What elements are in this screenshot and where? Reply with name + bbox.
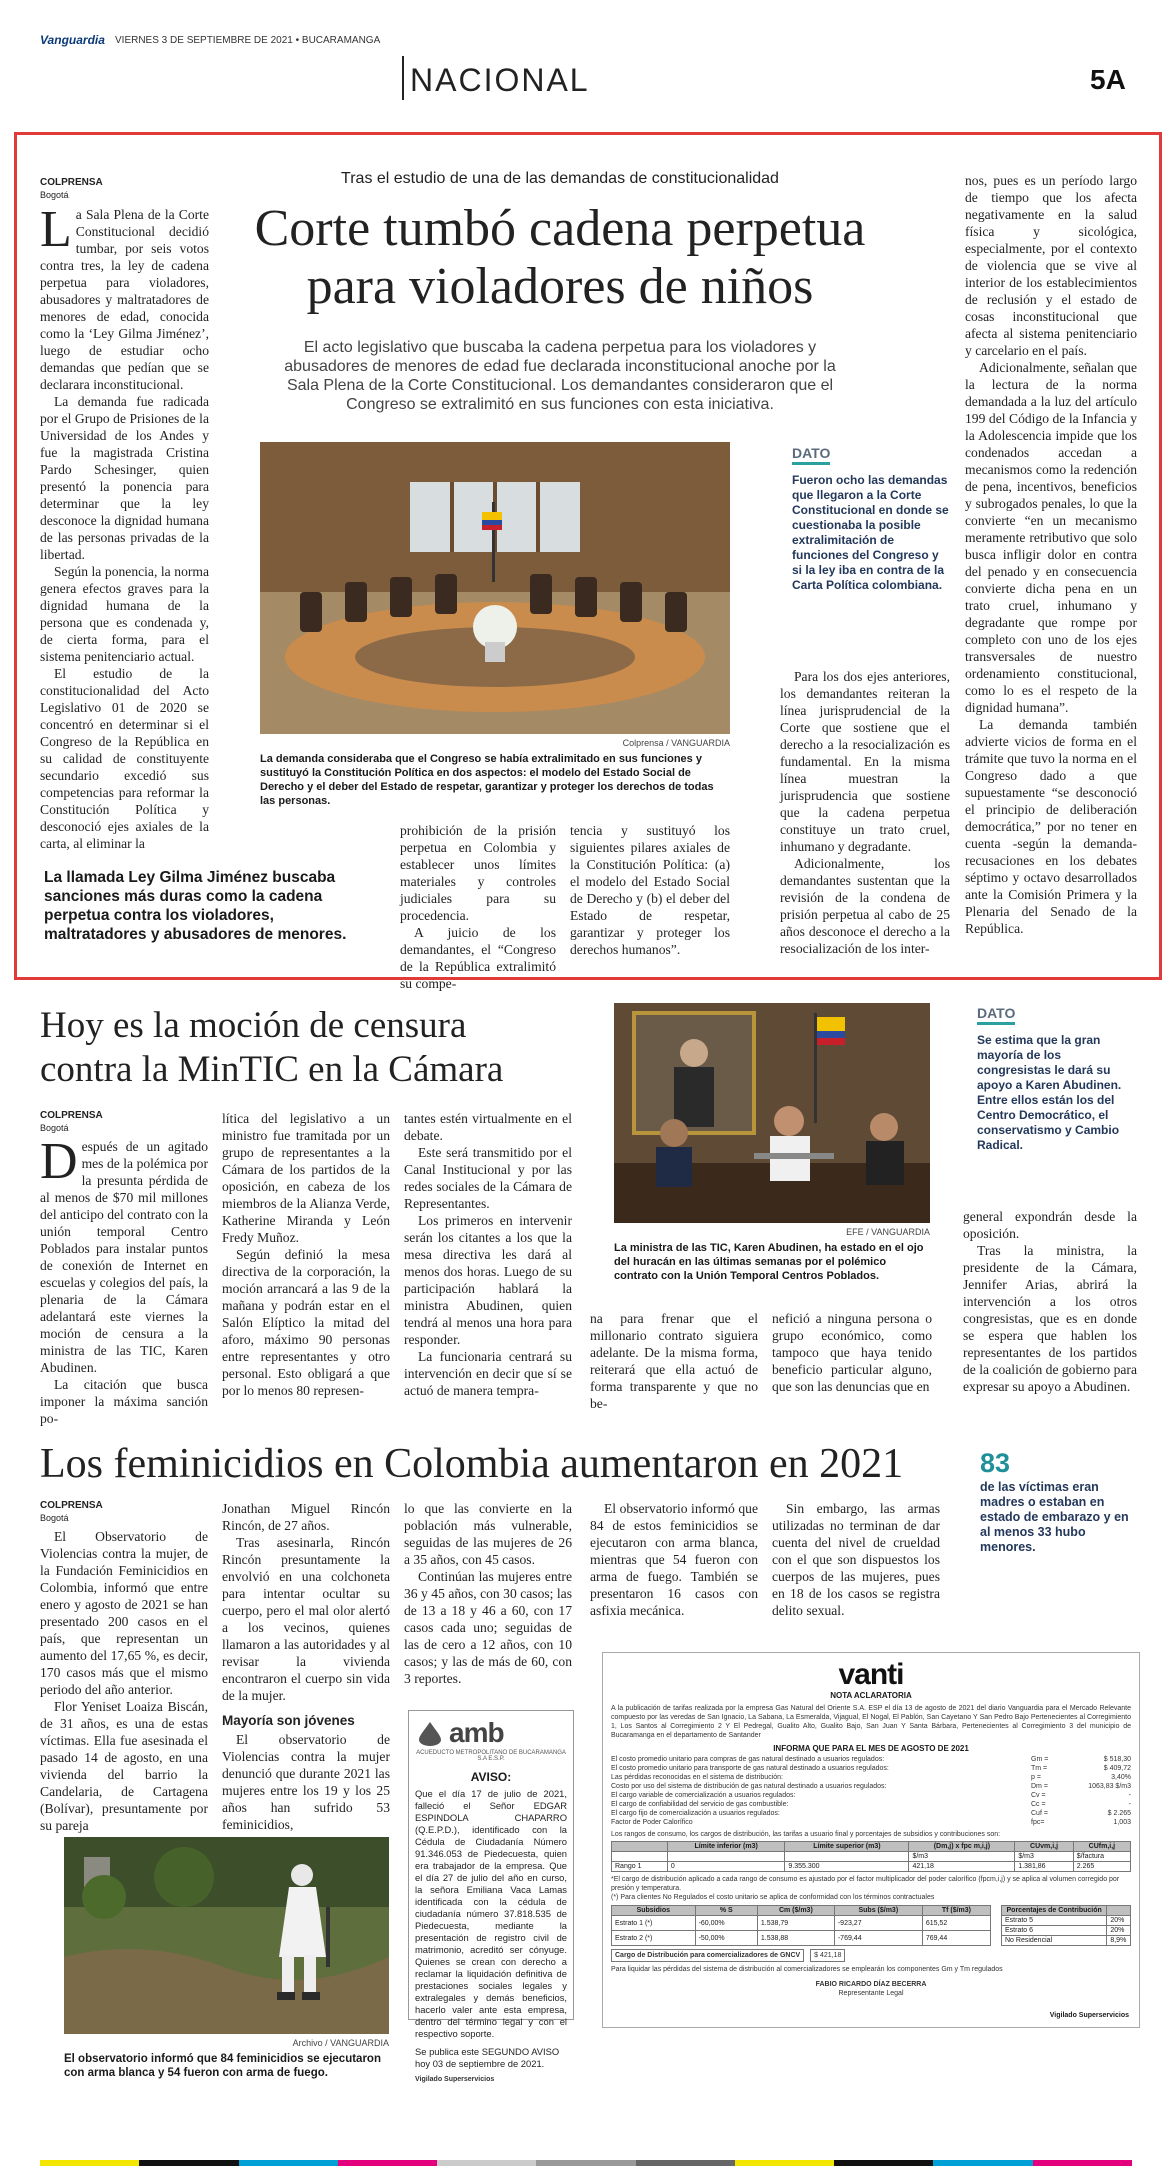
- forensic-illustration: [64, 1837, 389, 2034]
- table-cell: % S: [695, 1906, 757, 1916]
- table-cell: (Dm,j) x fpc m,i,j): [909, 1842, 1015, 1852]
- story3-column-2: Jonathan Miguel Rincón Rincón, de 27 años. Tras asesinarla, Rincón Rincón presuntamente la envolvió en una colchoneta para intentar ocultar su cuerpo, pero el mal olor alertó a los vecinos, quienes llamaron a las autoridades y al revisar la vivienda encontraron el cuerpo sin vida de la mujer. Mayoría son jóvenes El observatorio de Violencias contra la mujer denunció que durante 2021 las mujeres entre los 19 y los 25 años han sufrido 53 feminicidios,: [222, 1501, 390, 1832]
- masthead-logo: Vanguardia: [40, 33, 105, 47]
- vanti-signer-role: Representante Legal: [838, 1990, 904, 1997]
- vanti-item-key: Dm =: [1031, 1783, 1048, 1790]
- story1-photo-caption: La demanda consideraba que el Congreso se había extralimitado en sus funciones y sustituyó la Constitución Política en dos aspectos: el modelo del Estado Social de Derecho y el deber del Estado de respetar, garantizar y proteger los derechos de todas las personas.: [260, 753, 714, 807]
- story1-photo-credit: Colprensa / VANGUARDIA: [622, 738, 730, 748]
- vanti-item-label: El costo promedio unitario para compras de gas natural destinado a usuarios regulados:: [611, 1756, 885, 1763]
- vanti-note-2: (*) Para clientes No Regulados el costo unitario se aplica de conformidad con los términos contractuales: [611, 1894, 935, 1901]
- vanti-item-label: El cargo variable de comercialización a usuarios regulados:: [611, 1792, 796, 1799]
- table-cell: Porcentajes de Contribución: [1002, 1906, 1107, 1916]
- amb-droplet-icon: [415, 1720, 445, 1746]
- story3-column-3: lo que las convierte en la población más vulnerable, seguidas de las mujeres de 26 a 35 años, con 45 casos. Continúan las mujeres entre 36 y 45 años, con 30 casos; las de 13 a 18 y 46 a 60, con 17 casos cada uno; seguidas de las de cero a 12 años, con 10 casos; y las de más de 60, con 3 reportes.: [404, 1501, 572, 1686]
- story2-column-5: nefició a ninguna persona o grupo económico, como tampoco que haya tenido beneficio particular alguno, que son las denuncias que en: [772, 1311, 932, 1394]
- vanti-item-value: 1063,83 $/m3: [1088, 1783, 1131, 1790]
- table-cell: -769,44: [834, 1931, 922, 1946]
- vanti-contribution-table: [1001, 1905, 1131, 1946]
- vanti-ranges-note: Los rangos de consumo, los cargos de distribución, las tarifas a usuario final y porcentajes de subsidios y contribuciones son:: [611, 1831, 1001, 1838]
- dato-text: Fueron ocho las demandas que llegaron a la Corte Constitucional en donde se cuestionaba la posible extralimitación de funciones del Congreso y si la ley iba en contra de la Carta Política colombiana.: [792, 473, 949, 592]
- story3-stat-number: 83: [980, 1448, 1011, 1478]
- mintic-illustration: [614, 1003, 930, 1223]
- story3-photo-caption: El observatorio informó que 84 feminicidios se ejecutaron con arma blanca y 54 fueron con arma de fuego.: [64, 2053, 381, 2079]
- vanti-item-row: [611, 1782, 1131, 1791]
- amb-seal: Vigilado Superservicios: [415, 2076, 495, 2083]
- vanti-logo: vanti: [838, 1658, 904, 1691]
- vanti-seal: Vigilado Superservicios: [1049, 2012, 1129, 2019]
- vanti-item-value: -: [1128, 1801, 1131, 1808]
- vanti-item-key: Tm =: [1031, 1765, 1048, 1772]
- table-cell: [1107, 1906, 1131, 1916]
- table-cell: -50,00%: [695, 1931, 757, 1946]
- vanti-item-key: Cuf =: [1031, 1810, 1048, 1817]
- story2-photo-caption: La ministra de las TIC, Karen Abudinen, ha estado en el ojo del huracán en las últimas semanas por el polémico contrato con la Unión Temporal Centros Poblados.: [614, 1242, 924, 1282]
- table-cell: 1.538,88: [757, 1931, 834, 1946]
- table-cell: Tf ($/m3): [922, 1906, 990, 1916]
- table-cell: Estrato 6: [1002, 1926, 1107, 1936]
- vanti-item-key: Cv =: [1031, 1792, 1046, 1799]
- amb-logo-text: amb: [449, 1717, 504, 1748]
- vanti-item-value: 1,003: [1113, 1819, 1131, 1826]
- vanti-signer: FABIO RICARDO DÍAZ BECERRA: [815, 1981, 927, 1988]
- table-cell: 20%: [1107, 1916, 1131, 1926]
- story2-column-6: general expondrán desde la oposición. Tras la ministra, la presidente de la Cámara, Jennifer Arias, abrirá la intervención a los otros congresistas, que es en donde se espera que hablen los representantes de los partidos de la coalición de gobierno para expresar su apoyo a Abudinen.: [963, 1209, 1137, 1394]
- vanti-item-value: -: [1128, 1792, 1131, 1799]
- story2-photo-credit: EFE / VANGUARDIA: [846, 1227, 930, 1237]
- table-cell: [612, 1842, 668, 1852]
- vanti-table-title: INFORMA QUE PARA EL MES DE AGOSTO DE 2021: [773, 1744, 969, 1753]
- table-cell: Subs ($/m3): [834, 1906, 922, 1916]
- story3-subhead: Mayoría son jóvenes: [222, 1713, 355, 1728]
- table-cell: 1.381,86: [1015, 1862, 1073, 1872]
- story2-column-2: lítica del legislativo a un ministro fue tramitada por un grupo de representantes a la Cámara de los partidos de la oposición, en cabeza de los miembros de la Alianza Verde, Katherine Miranda y León Fredy Muñoz. Según definió la mesa directiva de la corporación, la moción arrancará a las 9 de la mañana y podrán estar en el Salón Elíptico la mitad del aforo, máximo 90 personas entre representantes y otro personal. Esto obligará a que por lo menos 80 represen-: [222, 1111, 390, 1398]
- story3-byline: COLPRENSA Bogotá: [40, 1500, 103, 1523]
- table-cell: Subsidios: [612, 1906, 696, 1916]
- story3-column-1: El Observatorio de Violencias contra la mujer, de la Fundación Feminicidios en Colombia, informó que entre enero y agosto de 2021 se han presentado 200 casos en el país, que representan un aumento del 17,65 %, es decir, 170 casos más que el mismo periodo del año anterior. Flor Yeniset Loaiza Biscán, de 31 años, es una de estas víctimas. Ella fue asesinada el pasado 14 de agosto, en una vivienda del barrio la Candelaria, de Cartagena (Bolívar), presuntamente por su pareja: [40, 1529, 208, 1833]
- amb-footer: Se publica este SEGUNDO AVISO hoy 03 de septiembre de 2021.: [415, 2046, 560, 2069]
- table-cell: CUvm,i,j: [1015, 1842, 1073, 1852]
- table-cell: [667, 1852, 785, 1862]
- table-cell: Rango 1: [612, 1862, 668, 1872]
- table-cell: Estrato 2 (*): [612, 1931, 696, 1946]
- dropcap: L: [40, 201, 72, 258]
- vanti-item-label: El costo promedio unitario para transporte de gas natural destinado a usuarios regulados:: [611, 1765, 889, 1772]
- story1-pullquote: La llamada Ley Gilma Jiménez buscaba sanciones más duras como la cadena perpetua contra los violadores, maltratadores y abusadores de menores.: [44, 869, 347, 943]
- table-row: [1002, 1936, 1131, 1946]
- story1-kicker: Tras el estudio de una de las demandas de constitucionalidad: [341, 170, 779, 187]
- table-row: [1002, 1916, 1131, 1926]
- vanti-item-value: $ 409,72: [1103, 1765, 1131, 1772]
- table-row: [1002, 1926, 1131, 1936]
- court-room-illustration: [260, 442, 730, 734]
- table-cell: Límite superior (m3): [785, 1842, 909, 1852]
- story3-stat-text: de las víctimas eran madres o estaban en estado de embarazo y en al menos 33 hubo menores.: [980, 1480, 1129, 1554]
- story1-column-5: nos, pues es un período largo de tiempo que los afecta negativamente en la salud física y sicológica, especialmente, por el contexto de violencia que se vive al interior de los establecimientos de reclusión y el estado de cosas inconstitucional que afecta al sistema penitenciario y carcelario en el país. Adicionalmente, señalan que la lectura de la norma demandada a la luz del artículo 199 del Código de la Infancia y la Adolescencia impide que los condenados accedan a mecanismos como la redención de pena, incentivos, beneficios y subrogados penales, lo que la convierte “en un mecanismo meramente retributivo que solo busca infligir dolor en contra del penado y en consecuencia convierte dicha pena en un trato cruel, inhumano y degradante que rompe por completo con uno de los ejes transversales de nuestro ordenamiento constitucional, como lo es el respeto de la dignidad humana”. La demanda también advierte vicios de forma en el trámite que tuvo la norma en el Congreso dado a que supuestamente “se desconoció el principio de deliberación democrática,” por no tener en cuenta -según la demanda- recusaciones en los debates séptimo y octavo desarrollados ante la Comisión Primera y la Plenaria del Senado de la República.: [965, 173, 1137, 936]
- table-cell: 769,44: [922, 1931, 990, 1946]
- story1-dato-box: [792, 443, 952, 593]
- story1-column-2: prohibición de la prisión perpetua en Colombia y establecer unos límites materiales y controles judiciales para su procedencia. A juicio de los demandantes, el “Congreso de la República extralimitó su compe-: [400, 823, 556, 991]
- table-cell: $/factura: [1073, 1852, 1130, 1862]
- story1-column-3: tencia y sustituyó los siguientes pilares axiales de la Constitución Política: (a) el modelo del Estado Social de Derecho y (b) el deber del Estado de respetar, garantizar y proteger los derechos humanos”.: [570, 823, 730, 957]
- vanti-subsidy-area: [611, 1905, 1131, 1946]
- story2-byline: COLPRENSA Bogotá: [40, 1110, 103, 1133]
- vanti-item-label: El cargo fijo de comercialización a usuarios regulados:: [611, 1810, 780, 1817]
- vanti-subtitle: NOTA ACLARATORIA: [830, 1691, 912, 1700]
- vanti-item-label: Las pérdidas reconocidas en el sistema de distribución:: [611, 1774, 783, 1781]
- story1-column-1: L a Sala Plena de la Corte Constitucional decidió tumbar, por seis votos contra tres, la ley de cadena perpetua para violadores, abusadores y maltratadores de menores de edad, conocida como la ‘Ley Gilma Jiménez’, luego de estudiar ocho demandas que pedían que se declarara inconstitucional. La demanda fue radicada por el Grupo de Prisiones de la Universidad de los Andes y fue la magistrada Cristina Pardo Schesinger, quien presentó la ponencia para determinar que la ley desconoce la dignidad humana de las personas privadas de la libertad. Según la ponencia, la norma genera efectos graves para la dignidad humana de la persona que es condenada y, de cierta forma, para el sistema penitenciario actual. El estudio de la constitucionalidad del Acto Legislativo 01 de 2020 se concentró en determinar si el Congreso de la República en su calidad de constituyente secundario excedió sus competencias para reformar la Constitución Política y desconoció ejes axiales de la carta, al eliminar la: [40, 201, 209, 851]
- table-row: [612, 1916, 991, 1931]
- story3-photo-credit: Archivo / VANGUARDIA: [292, 2038, 389, 2048]
- table-cell: Límite inferior (m3): [667, 1842, 785, 1852]
- table-cell: $/m3: [909, 1852, 1015, 1862]
- page-number: 5A: [1090, 64, 1126, 95]
- table-cell: No Residencial: [1002, 1936, 1107, 1946]
- vanti-ad: [602, 1652, 1140, 2028]
- amb-body: Que el día 17 de julio de 2021, falleció el Señor EDGAR ESPINDOLA CHAPARRO (Q.E.P.D.), identificado con la Cédula de Ciudadanía Número 91.346.053 de Piedecuesta, quien era trabajador de la empresa. Que el día 27 de julio del año en curso, la señora Emiliana Vaca Lamas identificada con la cédula de ciudadanía número 37.818.535 de Piedecuesta, mediante la presentación de registro civil de matrimonio, acreditó ser cónyuge. Quienes se crean con derecho a reclamar la liquidación definitiva de prestaciones sociales legales y extralegales y demás beneficios, hacerlo valer ante esta empresa, dentro del término legal y con el respectivo soporte.: [415, 1788, 567, 2039]
- vanti-item-key: p =: [1031, 1774, 1041, 1781]
- amb-logo-sub: ACUEDUCTO METROPOLITANO DE BUCARAMANGA S.A E.S.P.: [416, 1750, 566, 1762]
- section-divider: [402, 56, 404, 100]
- dropcap: D: [40, 1133, 78, 1190]
- table-cell: 8,9%: [1107, 1936, 1131, 1946]
- vanti-item-row: [611, 1791, 1131, 1800]
- story2-dato-box: [977, 1003, 1137, 1153]
- mintic-photo: [614, 1003, 930, 1223]
- table-cell: Estrato 1 (*): [612, 1916, 696, 1931]
- vanti-closing: Para liquidar las pérdidas del sistema de distribución al comercializadores se emplearán los componentes Gm y Tm regulados: [611, 1966, 1003, 1973]
- story3-headline: Los feminicidios en Colombia aumentaron en 2021: [40, 1441, 904, 1487]
- dato-text: Se estima que la gran mayoría de los congresistas le dará su apoyo a Karen Abudinen. Entre ellos están los del Centro Democrático, el conservatismo y Cambio Radical.: [977, 1033, 1122, 1152]
- table-cell: Cm ($/m3): [757, 1906, 834, 1916]
- story1-column-4: Para los dos ejes anteriores, los demandantes reiteran la línea jurisprudencial de la Corte que sostiene que el derecho a la resocialización es fundamental. En la misma línea muestran la jurisprudencia que sostiene que la cadena perpetua constituye un trato cruel, inhumano y degradante. Adicionalmente, los demandantes sustentan que la revisión de la condena de prisión perpetua al cabo de 25 años desconoce el derecho a la resocialización de los inter-: [780, 669, 950, 956]
- vanti-intro: A la publicación de tarifas realizada por la empresa Gas Natural del Oriente S.A. ESP el día 13 de agosto de 2021 del diario Vanguardia para el Mercado Relevante compuesto por las veredas de San Ignacio, La Sabana, La Esmeralda, Vijagual, El Nogal, El Pablón, San Cayetano Y San Pedro Bajo Pertenecientes al Corregimiento 1, Los Santos al Corregimiento 2 Y El Pedregal, Gualito Alto, Gualito Bajo, San Juan Y Santa Bárbara, Pertenecientes al Corregimiento 3 del municipio de Bucaramanga en el departamento de Santander: [611, 1705, 1131, 1739]
- vanti-item-label: Factor de Poder Calorífico: [611, 1819, 693, 1826]
- table-cell: Estrato 5: [1002, 1916, 1107, 1926]
- vanti-item-row: [611, 1755, 1131, 1764]
- vanti-item-row: [611, 1809, 1131, 1818]
- dato-label: DATO: [977, 1005, 1015, 1025]
- vanti-item-value: $ 2.265: [1107, 1810, 1131, 1817]
- story2-column-1: D espués de un agitado mes de la polémica por la presunta pérdida de al menos de $70 mil millones del anticipo del contrato con la unión temporal Centro Poblados para instalar puntos de conexión de Internet en escuelas y colegios del país, la plenaria de la Cámara adelantará este viernes la moción de censura a la ministra de las TIC, Karen Abudinen. La citación que busca imponer la máxima sanción po-: [40, 1133, 208, 1426]
- table-cell: CUfm,i,j: [1073, 1842, 1130, 1852]
- story1-headline: Corte tumbó cadena perpetua para violadores de niños: [254, 200, 866, 315]
- table-cell: 615,52: [922, 1916, 990, 1931]
- story2-headline: Hoy es la moción de censura contra la MinTIC en la Cámara: [40, 1005, 504, 1090]
- forensic-scene-photo: [64, 1837, 389, 2034]
- table-cell: $/m3: [1015, 1852, 1073, 1862]
- table-cell: -923,27: [834, 1916, 922, 1931]
- story2-column-4: na para frenar que el millonario contrato siguiera adelante. De la misma forma, reiterará que ella actuó de forma transparente y que no be-: [590, 1311, 758, 1411]
- table-cell: 20%: [1107, 1926, 1131, 1936]
- table-cell: -60,00%: [695, 1916, 757, 1931]
- table-cell: 0: [667, 1862, 785, 1872]
- vanti-item-value: $ 518,30: [1103, 1756, 1131, 1763]
- story3-column-4: El observatorio informó que 84 de estos feminicidios se ejecutaron con arma blanca, mientras que 54 fueron con arma de fuego. También se presentaron 16 casos con asfixia mecánica.: [590, 1501, 758, 1618]
- vanti-item-row: [611, 1773, 1131, 1782]
- vanti-gncv-row: [611, 1949, 1131, 1962]
- vanti-range-table: [611, 1841, 1131, 1872]
- vanti-item-label: Costo por uso del sistema de distribución de gas natural destinado a usuarios regulados:: [611, 1783, 887, 1790]
- vanti-item-key: Gm =: [1031, 1756, 1049, 1763]
- story3-column-5: Sin embargo, las armas utilizadas no terminan de dar cuenta del nivel de crueldad con el que son dispuestos los cuerpos de las mujeres, pues en 18 de los casos se registra delito sexual.: [772, 1501, 940, 1618]
- story1-subtitle: El acto legislativo que buscaba la cadena perpetua para los violadores y abusadores de menores de edad fue declarada inconstitucional anoche por la Sala Plena de la Corte Constitucional. Los demandantes consideraron que el Congreso se extralimitó en sus funciones con esta iniciativa.: [284, 339, 836, 413]
- color-registration-bar: [40, 2160, 1132, 2166]
- table-cell: 9.355.300: [785, 1862, 909, 1872]
- vanti-gncv-label: Cargo de Distribución para comercializadores de GNCV: [611, 1949, 804, 1962]
- vanti-item-row: [611, 1764, 1131, 1773]
- table-cell: [785, 1852, 909, 1862]
- table-cell: [612, 1852, 668, 1862]
- dato-label: DATO: [792, 445, 830, 465]
- vanti-gncv-value: $ 421,18: [810, 1949, 845, 1962]
- table-row: [612, 1931, 991, 1946]
- vanti-item-key: fpc=: [1031, 1819, 1045, 1826]
- table-cell: 2.265: [1073, 1862, 1130, 1872]
- story1-byline: COLPRENSA Bogotá: [40, 177, 103, 200]
- date-line: VIERNES 3 DE SEPTIEMBRE DE 2021 • BUCARAMANGA: [115, 35, 381, 46]
- amb-ad: [408, 1710, 574, 2083]
- court-room-photo: [260, 442, 730, 734]
- vanti-item-label: El cargo de confiabilidad del servicio de gas combustible:: [611, 1801, 789, 1808]
- vanti-item-row: [611, 1818, 1131, 1827]
- vanti-item-value: 3,40%: [1111, 1774, 1131, 1781]
- amb-heading: AVISO:: [470, 1770, 512, 1784]
- vanti-note-1: *El cargo de distribución aplicado a cada rango de consumo es ajustado por el factor multiplicador del poder calorífico (fpcm,i,j) y se aplica al volumen corregido por presión y temperatura.: [611, 1876, 1120, 1892]
- vanti-item-key: Cc =: [1031, 1801, 1046, 1808]
- section-title: NACIONAL: [410, 62, 590, 98]
- vanti-items-list: [611, 1755, 1131, 1827]
- story2-column-3: tantes estén virtualmente en el debate. Este será transmitido por el Canal Institucional y por las redes sociales de la Cámara de Representantes. Los primeros en intervenir serán los citantes a los que la mesa directiva les dará al menos dos horas. Luego de su participación hablará la ministra Abudinen, quien tendrá al menos una hora para responder. La funcionaria centrará su intervención en decir que sí se actuó de manera tempra-: [404, 1111, 572, 1398]
- table-cell: 421,18: [909, 1862, 1015, 1872]
- vanti-item-row: [611, 1800, 1131, 1809]
- vanti-subsidy-table: [611, 1905, 991, 1946]
- table-cell: 1.538,79: [757, 1916, 834, 1931]
